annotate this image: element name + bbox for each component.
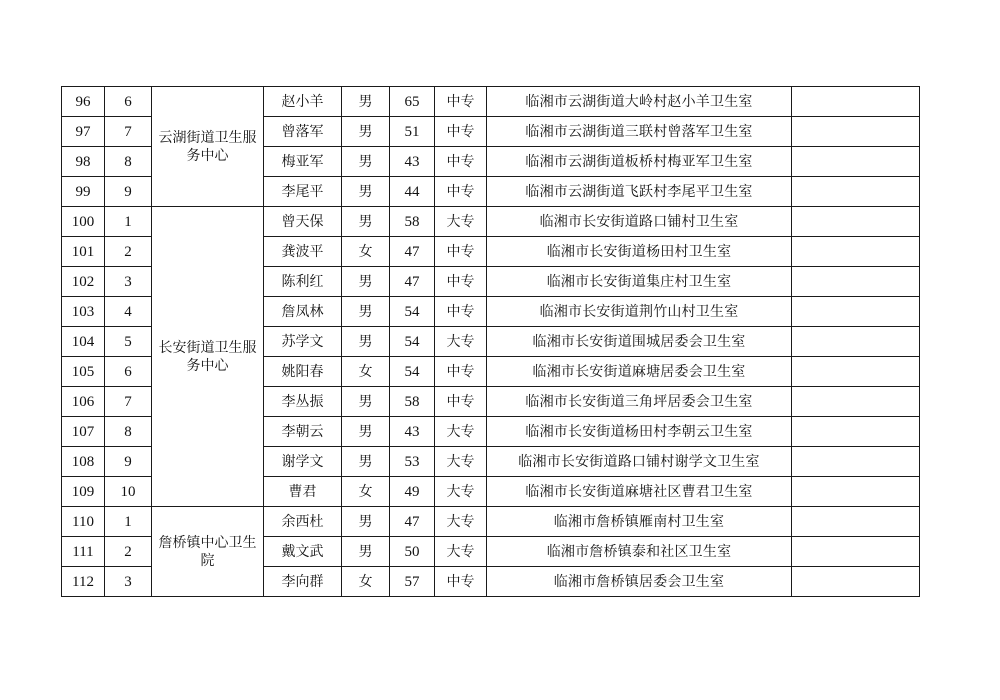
remark-cell [792,297,920,327]
education-cell: 中专 [435,177,487,207]
education-cell: 中专 [435,357,487,387]
age-cell: 50 [390,537,435,567]
gender-cell: 男 [342,327,390,357]
serial-number-cell: 106 [62,387,105,417]
age-cell: 47 [390,237,435,267]
gender-cell: 男 [342,87,390,117]
serial-number-cell: 107 [62,417,105,447]
education-cell: 中专 [435,297,487,327]
education-cell: 大专 [435,207,487,237]
remark-cell [792,87,920,117]
serial-number-cell: 105 [62,357,105,387]
remark-cell [792,267,920,297]
gender-cell: 男 [342,207,390,237]
remark-cell [792,387,920,417]
clinic-cell: 临湘市詹桥镇居委会卫生室 [487,567,792,597]
clinic-cell: 临湘市长安街道路口铺村卫生室 [487,207,792,237]
serial-number-cell: 100 [62,207,105,237]
name-cell: 李朝云 [264,417,342,447]
group-index-cell: 4 [105,297,152,327]
table-row [62,507,920,537]
gender-cell: 男 [342,117,390,147]
clinic-cell: 临湘市云湖街道板桥村梅亚军卫生室 [487,147,792,177]
gender-cell: 女 [342,477,390,507]
name-cell: 陈利红 [264,267,342,297]
group-index-cell: 2 [105,537,152,567]
name-cell: 余西杜 [264,507,342,537]
gender-cell: 男 [342,417,390,447]
remark-cell [792,477,920,507]
gender-cell: 女 [342,237,390,267]
age-cell: 47 [390,507,435,537]
group-index-cell: 1 [105,507,152,537]
name-cell: 赵小羊 [264,87,342,117]
clinic-cell: 临湘市云湖街道飞跃村李尾平卫生室 [487,177,792,207]
education-cell: 中专 [435,567,487,597]
education-cell: 大专 [435,417,487,447]
serial-number-cell: 101 [62,237,105,267]
group-index-cell: 1 [105,207,152,237]
remark-cell [792,237,920,267]
education-cell: 大专 [435,447,487,477]
clinic-cell: 临湘市长安街道集庄村卫生室 [487,267,792,297]
name-cell: 李向群 [264,567,342,597]
name-cell: 曾天保 [264,207,342,237]
gender-cell: 男 [342,297,390,327]
gender-cell: 女 [342,567,390,597]
name-cell: 李尾平 [264,177,342,207]
gender-cell: 男 [342,507,390,537]
remark-cell [792,177,920,207]
name-cell: 龚波平 [264,237,342,267]
remark-cell [792,147,920,177]
group-index-cell: 8 [105,417,152,447]
clinic-cell: 临湘市云湖街道三联村曾落军卫生室 [487,117,792,147]
clinic-cell: 临湘市长安街道三角坪居委会卫生室 [487,387,792,417]
age-cell: 54 [390,297,435,327]
group-index-cell: 6 [105,87,152,117]
clinic-cell: 临湘市长安街道围城居委会卫生室 [487,327,792,357]
serial-number-cell: 111 [62,537,105,567]
group-index-cell: 3 [105,267,152,297]
name-cell: 詹凤林 [264,297,342,327]
education-cell: 大专 [435,477,487,507]
table-row [62,87,920,117]
serial-number-cell: 103 [62,297,105,327]
unit-cell: 长安街道卫生服务中心 [152,207,264,507]
name-cell: 戴文武 [264,537,342,567]
remark-cell [792,447,920,477]
group-index-cell: 5 [105,327,152,357]
age-cell: 49 [390,477,435,507]
remark-cell [792,117,920,147]
remark-cell [792,327,920,357]
group-index-cell: 6 [105,357,152,387]
unit-cell: 詹桥镇中心卫生院 [152,507,264,597]
serial-number-cell: 102 [62,267,105,297]
serial-number-cell: 110 [62,507,105,537]
clinic-cell: 临湘市长安街道杨田村李朝云卫生室 [487,417,792,447]
age-cell: 51 [390,117,435,147]
gender-cell: 女 [342,357,390,387]
gender-cell: 男 [342,537,390,567]
remark-cell [792,357,920,387]
clinic-cell: 临湘市长安街道杨田村卫生室 [487,237,792,267]
serial-number-cell: 109 [62,477,105,507]
age-cell: 47 [390,267,435,297]
remark-cell [792,207,920,237]
remark-cell [792,567,920,597]
roster-page [61,86,919,597]
remark-cell [792,537,920,567]
serial-number-cell: 108 [62,447,105,477]
gender-cell: 男 [342,387,390,417]
remark-cell [792,507,920,537]
serial-number-cell: 99 [62,177,105,207]
gender-cell: 男 [342,177,390,207]
serial-number-cell: 104 [62,327,105,357]
age-cell: 43 [390,147,435,177]
clinic-cell: 临湘市云湖街道大岭村赵小羊卫生室 [487,87,792,117]
education-cell: 大专 [435,537,487,567]
education-cell: 中专 [435,267,487,297]
education-cell: 中专 [435,87,487,117]
serial-number-cell: 98 [62,147,105,177]
serial-number-cell: 97 [62,117,105,147]
age-cell: 54 [390,327,435,357]
clinic-cell: 临湘市詹桥镇泰和社区卫生室 [487,537,792,567]
age-cell: 58 [390,387,435,417]
unit-cell: 云湖街道卫生服务中心 [152,87,264,207]
clinic-cell: 临湘市长安街道麻塘居委会卫生室 [487,357,792,387]
name-cell: 苏学文 [264,327,342,357]
education-cell: 大专 [435,327,487,357]
age-cell: 53 [390,447,435,477]
gender-cell: 男 [342,447,390,477]
table-row [62,207,920,237]
group-index-cell: 7 [105,117,152,147]
group-index-cell: 2 [105,237,152,267]
age-cell: 54 [390,357,435,387]
name-cell: 李丛振 [264,387,342,417]
clinic-cell: 临湘市长安街道荆竹山村卫生室 [487,297,792,327]
group-index-cell: 3 [105,567,152,597]
clinic-cell: 临湘市长安街道麻塘社区曹君卫生室 [487,477,792,507]
group-index-cell: 10 [105,477,152,507]
gender-cell: 男 [342,267,390,297]
education-cell: 中专 [435,117,487,147]
remark-cell [792,417,920,447]
gender-cell: 男 [342,147,390,177]
serial-number-cell: 96 [62,87,105,117]
name-cell: 梅亚军 [264,147,342,177]
education-cell: 中专 [435,237,487,267]
clinic-cell: 临湘市詹桥镇雁南村卫生室 [487,507,792,537]
clinic-cell: 临湘市长安街道路口铺村谢学文卫生室 [487,447,792,477]
group-index-cell: 9 [105,177,152,207]
age-cell: 43 [390,417,435,447]
age-cell: 44 [390,177,435,207]
education-cell: 中专 [435,387,487,417]
age-cell: 58 [390,207,435,237]
age-cell: 65 [390,87,435,117]
education-cell: 中专 [435,147,487,177]
serial-number-cell: 112 [62,567,105,597]
name-cell: 谢学文 [264,447,342,477]
education-cell: 大专 [435,507,487,537]
roster-body [62,87,920,597]
group-index-cell: 9 [105,447,152,477]
name-cell: 姚阳春 [264,357,342,387]
name-cell: 曾落军 [264,117,342,147]
group-index-cell: 8 [105,147,152,177]
name-cell: 曹君 [264,477,342,507]
age-cell: 57 [390,567,435,597]
doctor-roster-table [61,86,920,597]
group-index-cell: 7 [105,387,152,417]
